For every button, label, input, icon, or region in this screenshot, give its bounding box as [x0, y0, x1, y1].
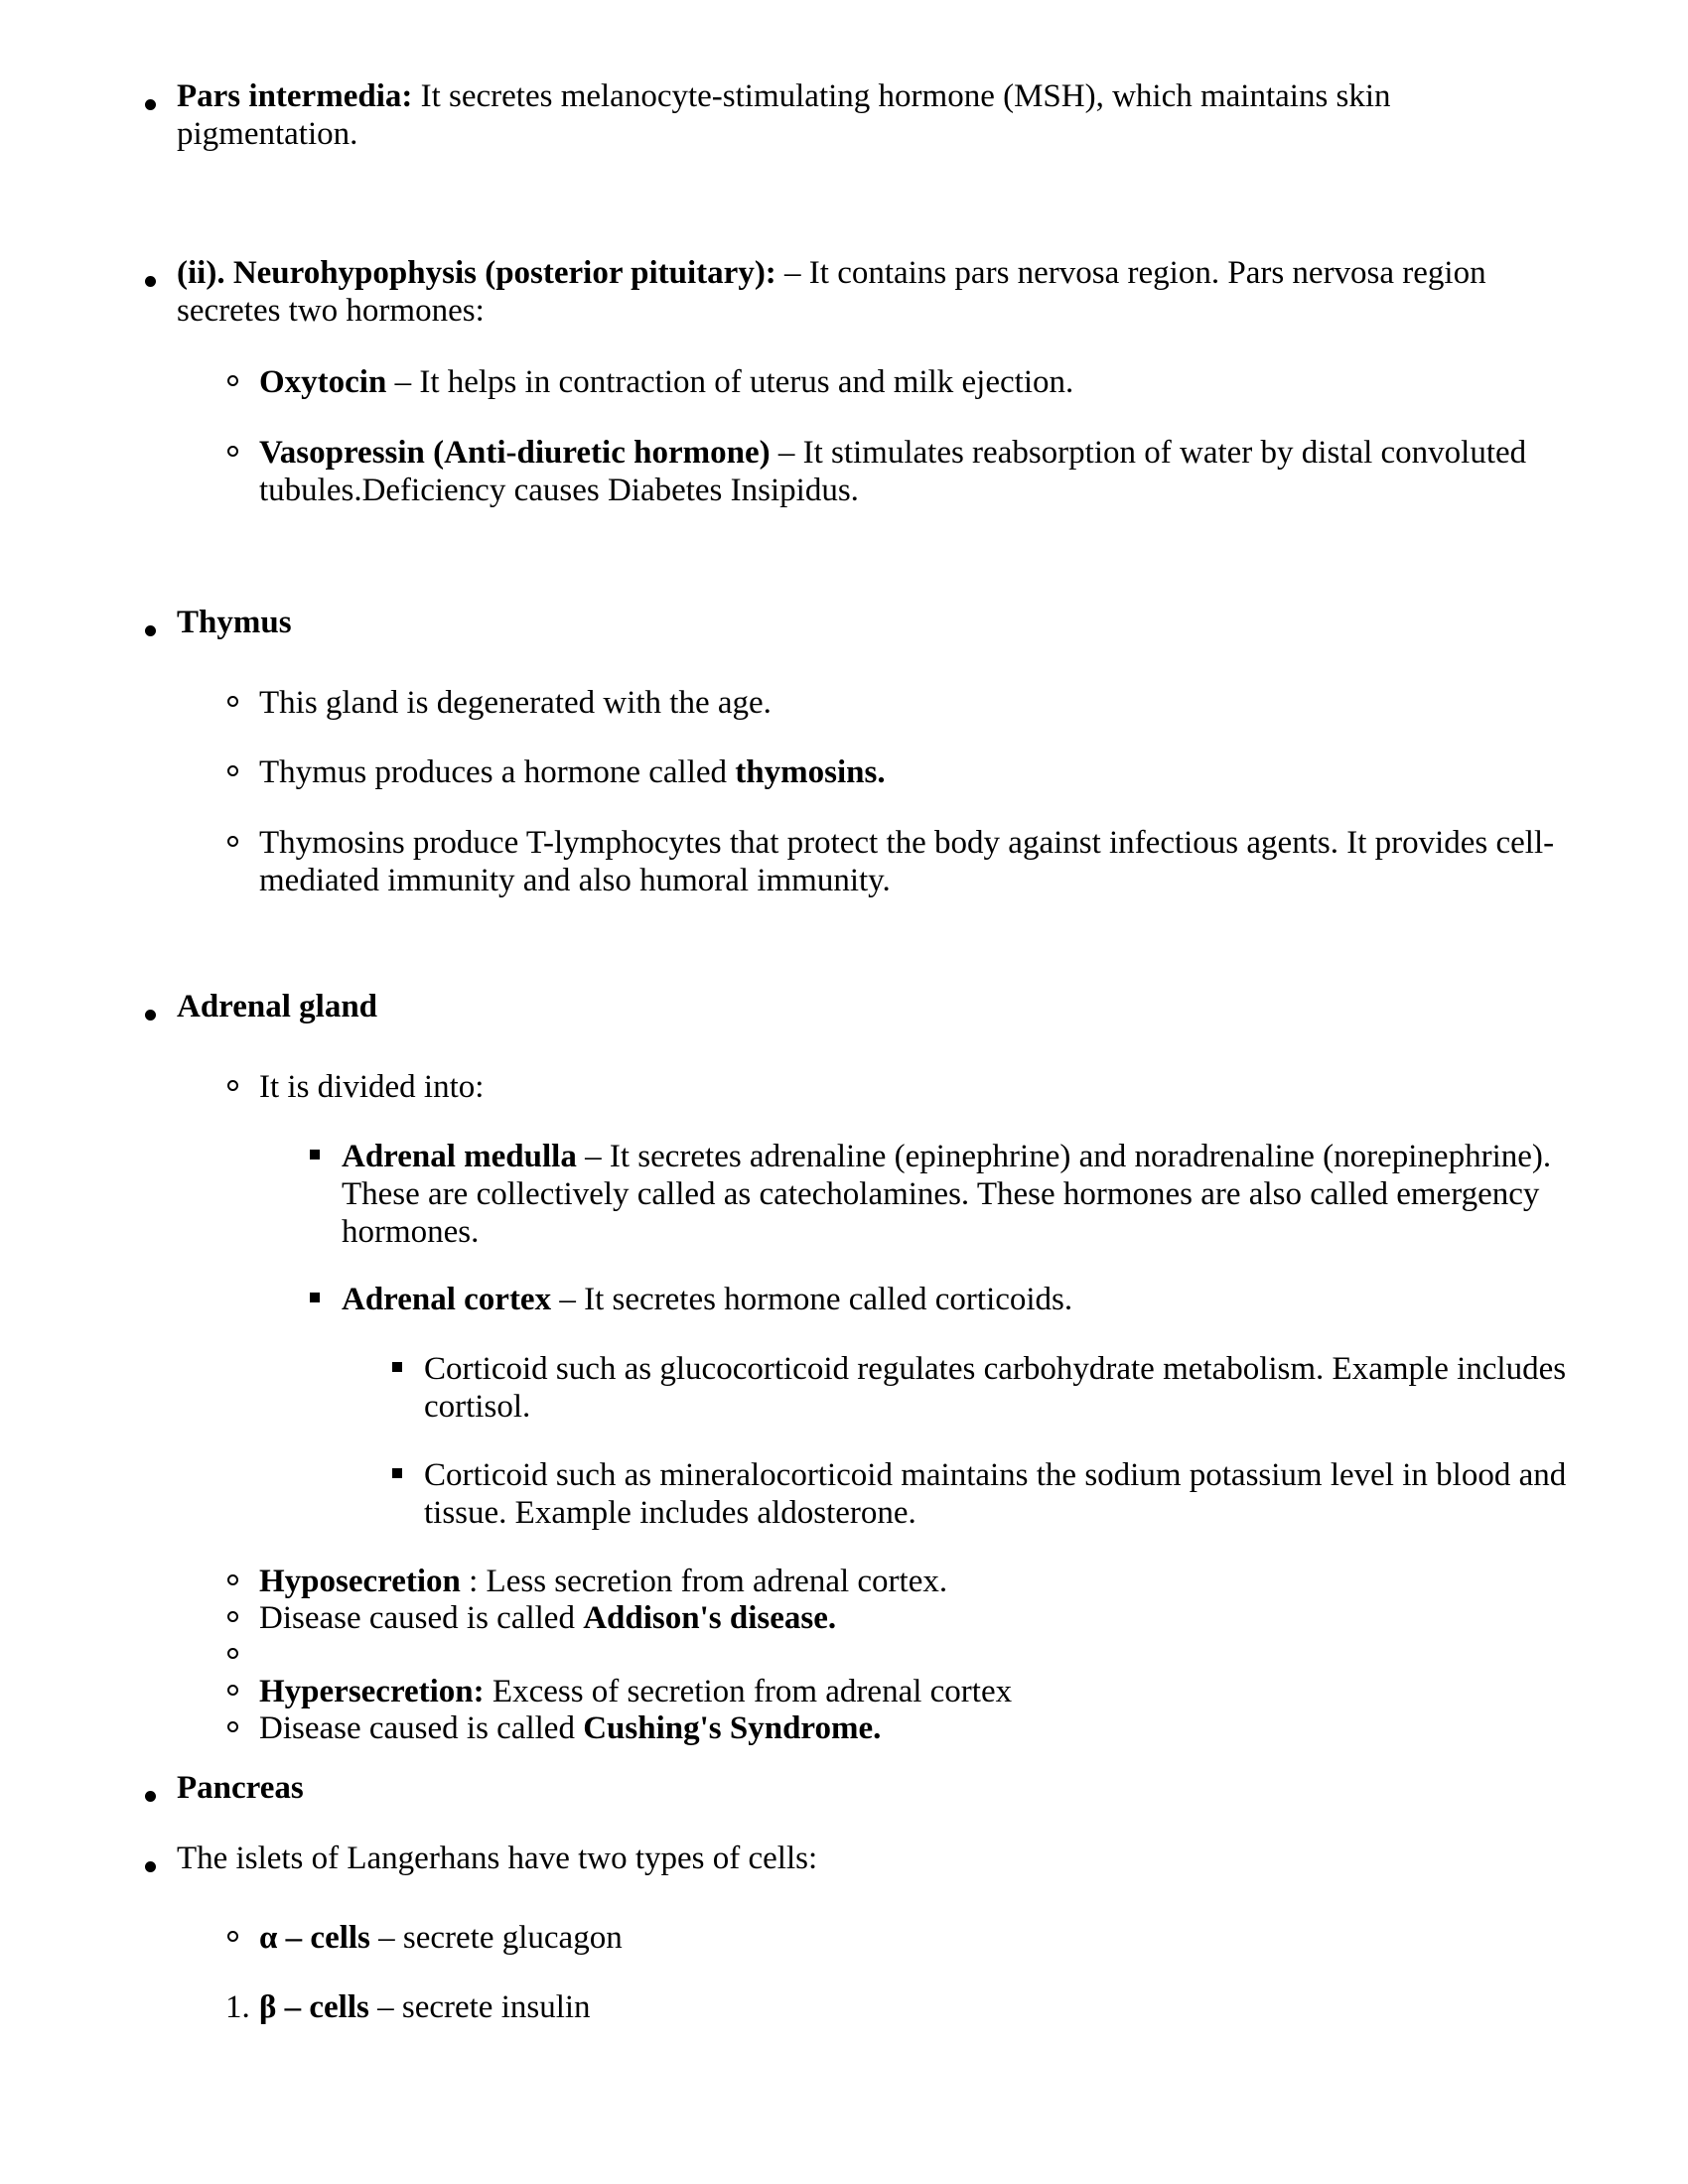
bullet-square — [392, 1468, 402, 1478]
hyposecretion-label: Hyposecretion — [259, 1564, 461, 1599]
pars-intermedia-label: Pars intermedia: — [177, 78, 413, 114]
addison-item — [259, 1599, 836, 1637]
bullet-disc — [145, 625, 156, 636]
pancreas-heading: Pancreas — [177, 1770, 304, 1806]
pars-intermedia-text: It secretes melanocyte-stimulating hormone (MSH), which maintains skin pigmentation. — [177, 78, 1391, 152]
alpha-cells-text: – secrete glucagon — [369, 1920, 623, 1956]
hypersecretion-label: Hypersecretion: — [259, 1674, 485, 1709]
oxytocin-item — [259, 363, 1550, 401]
oxytocin-text: – It helps in contraction of uterus and milk ejection. — [386, 364, 1074, 400]
vasopressin-item — [259, 434, 1560, 509]
thymus-item-2 — [259, 753, 1550, 791]
pars-intermedia-item — [177, 77, 1567, 153]
adrenal-medulla-label: Adrenal medulla — [342, 1139, 577, 1174]
alpha-cells-label: α – cells — [259, 1920, 370, 1956]
beta-cells-text: – secrete insulin — [368, 1989, 591, 2025]
thymosins-term: thymosins. — [735, 754, 886, 790]
bullet-circle — [227, 836, 238, 847]
list-number: 1. — [225, 1989, 250, 2025]
bullet-circle — [227, 1931, 238, 1942]
bullet-disc — [145, 1791, 156, 1802]
bullet-circle-empty — [227, 1648, 238, 1659]
islets-item: The islets of Langerhans have two types of cells: — [177, 1841, 818, 1876]
bullet-circle — [227, 1574, 238, 1585]
oxytocin-label: Oxytocin — [259, 364, 387, 400]
adrenal-heading: Adrenal gland — [177, 989, 378, 1024]
bullet-circle — [227, 765, 238, 776]
beta-cells-label: β – cells — [259, 1989, 369, 2025]
bullet-disc — [145, 1010, 156, 1021]
bullet-disc — [145, 1861, 156, 1872]
thymus-heading: Thymus — [177, 605, 292, 640]
cushing-text: Disease caused is called — [259, 1710, 584, 1746]
cushing-term: Cushing's Syndrome. — [583, 1710, 882, 1746]
alpha-cells-item — [259, 1919, 623, 1957]
adrenal-medulla-text: – It secretes adrenaline (epinephrine) and noradrenaline (norepinephrine). These are collectively called as catecholamines. These hormones are also called emergency hormones. — [342, 1139, 1552, 1250]
bullet-circle — [227, 1685, 238, 1696]
addison-term: Addison's disease. — [583, 1600, 837, 1636]
bullet-disc — [145, 99, 156, 110]
bullet-square — [310, 1150, 320, 1160]
neurohypophysis-label: (ii). Neurohypophysis (posterior pituitary): — [177, 255, 776, 291]
thymus-item-3: Thymosins produce T-lymphocytes that protect the body against infectious agents. It provides cell-mediated immunity and also humoral immunity. — [259, 825, 1555, 898]
bullet-circle — [227, 446, 238, 457]
vasopressin-text: – It stimulates reabsorption of water by distal convoluted tubules.Deficiency causes Diabetes Insipidus. — [259, 435, 1527, 508]
hyposecretion-item — [259, 1563, 947, 1600]
adrenal-cortex-text: – It secretes hormone called corticoids. — [551, 1282, 1073, 1317]
corticoid-item-1: Corticoid such as glucocorticoid regulates carbohydrate metabolism. Example includes cortisol. — [424, 1351, 1567, 1425]
hypersecretion-item — [259, 1673, 1012, 1710]
bullet-disc — [145, 276, 156, 287]
bullet-circle — [227, 696, 238, 707]
cushing-item — [259, 1709, 881, 1747]
corticoid-item-2: Corticoid such as mineralocorticoid maintains the sodium potassium level in blood and tissue. Example includes aldosterone. — [424, 1457, 1567, 1531]
bullet-square — [392, 1362, 402, 1372]
neurohypophysis-text: – It contains pars nervosa region. Pars nervosa region secretes two hormones: — [177, 255, 1486, 329]
bullet-circle — [227, 1611, 238, 1622]
vasopressin-label: Vasopressin (Anti-diuretic hormone) — [259, 435, 771, 471]
beta-cells-item — [259, 1988, 591, 2026]
bullet-circle — [227, 375, 238, 386]
hypersecretion-text: Excess of secretion from adrenal cortex — [484, 1674, 1013, 1709]
hyposecretion-text: : Less secretion from adrenal cortex. — [460, 1564, 948, 1599]
addison-text: Disease caused is called — [259, 1600, 584, 1636]
adrenal-divided: It is divided into: — [259, 1069, 485, 1105]
thymus-item-2-text: Thymus produces a hormone called — [259, 754, 736, 790]
bullet-circle — [227, 1080, 238, 1091]
bullet-circle — [227, 1721, 238, 1732]
adrenal-medulla-item — [342, 1138, 1583, 1251]
neurohypophysis-item — [177, 254, 1507, 330]
thymus-item-1: This gland is degenerated with the age. — [259, 685, 772, 721]
adrenal-cortex-item — [342, 1281, 1583, 1318]
adrenal-cortex-label: Adrenal cortex — [342, 1282, 552, 1317]
bullet-square — [310, 1293, 320, 1302]
